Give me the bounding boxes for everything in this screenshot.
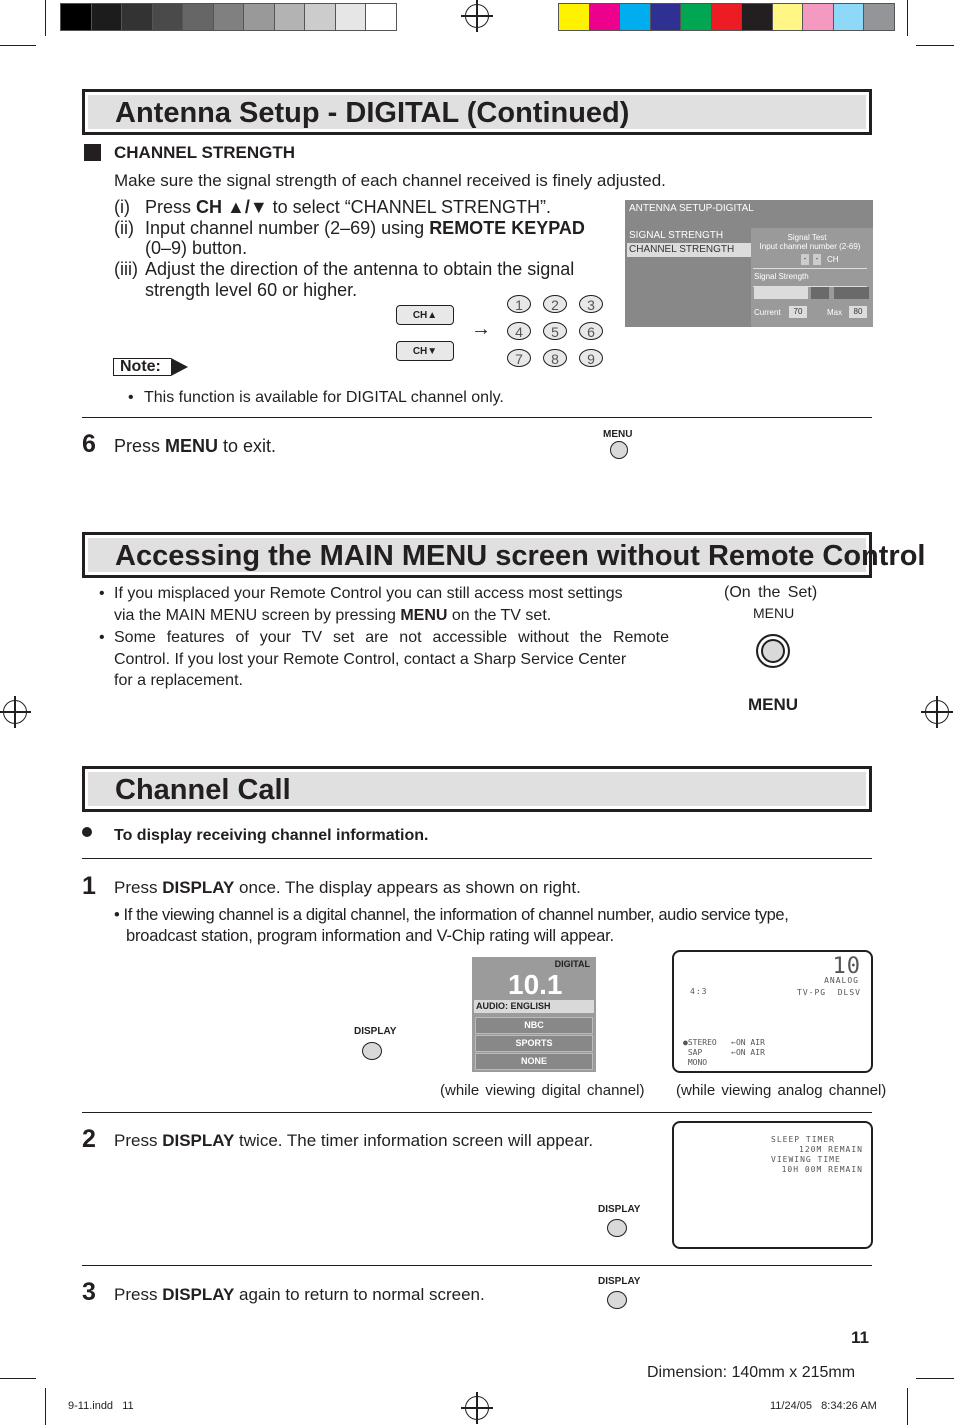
ch-down-button: CH▼ [396, 341, 454, 361]
osd-ch-label: CH [827, 255, 839, 264]
bullet: • [99, 585, 105, 602]
on-set-label: (On the Set) [724, 584, 818, 601]
display-button [607, 1291, 627, 1309]
keypad-key: 1 [507, 295, 531, 313]
color-swatch [680, 3, 712, 31]
color-swatch [711, 3, 743, 31]
keypad-key: 6 [579, 322, 603, 340]
color-swatch [274, 3, 306, 31]
osd-strength-label: Signal Strength [754, 272, 809, 281]
dimension-note: Dimension: 140mm x 215mm [647, 1364, 856, 1381]
audio-stereo: ●STEREO ←ON AIR [683, 1038, 765, 1047]
step3-text: Press DISPLAY again to return to normal screen. [114, 1285, 485, 1304]
step-i: (i) [114, 197, 130, 217]
display-button [607, 1219, 627, 1237]
display-button-label: DISPLAY [354, 1026, 397, 1037]
color-swatch [619, 3, 651, 31]
print-timestamp: 11/24/05 8:34:26 AM [770, 1400, 877, 1412]
osd-menu-channel-strength: CHANNEL STRENGTH [627, 243, 751, 257]
digital-channel-osd [472, 957, 596, 1072]
color-swatch [833, 3, 865, 31]
main-menu-bullet-2-end: for a replacement. [114, 672, 243, 689]
keypad-key: 7 [507, 349, 531, 367]
step2-text: Press DISPLAY twice. The timer information screen will appear. [114, 1131, 594, 1150]
step1-text: Press DISPLAY once. The display appears as shown on right. [114, 878, 581, 897]
file-slug: 9-11.indd 11 [68, 1400, 134, 1412]
antenna-setup-osd [625, 200, 873, 327]
note-tag: Note: [113, 358, 171, 376]
registration-mark-icon [3, 700, 27, 724]
step1-bullet-cont: broadcast station, program information and V-Chip rating will appear. [126, 927, 614, 945]
color-swatch [365, 3, 397, 31]
osd-signal-test-sub: Input channel number (2-69) [759, 242, 861, 251]
keypad-key: 5 [543, 322, 567, 340]
osd-divider [753, 268, 867, 269]
crop-mark [0, 1378, 36, 1379]
step-number: 3 [82, 1278, 96, 1306]
step1-bullet: • If the viewing channel is a digital channel, the information of channel number, audio service type, [114, 906, 789, 924]
analog-channel-number: 10 [832, 954, 861, 979]
osd-max-label: Max [827, 308, 843, 317]
antenna-setup-banner [82, 89, 872, 135]
crop-mark [916, 1378, 954, 1379]
section-title: Antenna Setup - DIGITAL (Continued) [115, 97, 630, 129]
step-number: 2 [82, 1125, 96, 1153]
color-swatch [802, 3, 834, 31]
registration-mark-icon [925, 700, 949, 724]
analog-aspect: 4:3 [690, 987, 708, 996]
main-menu-bullet-1: If you misplaced your Remote Control you can still access most settings [114, 585, 623, 602]
color-swatch [60, 3, 92, 31]
note-bullet: • [128, 389, 134, 406]
osd-strength-bar-mid [811, 287, 829, 299]
timer-screen [672, 1121, 873, 1249]
channel-call-banner [82, 766, 872, 812]
osd-title: ANTENNA SETUP-DIGITAL [629, 203, 754, 214]
osd-signal-test-panel [751, 228, 873, 327]
digital-channel-number: 10.1 [508, 969, 563, 1000]
divider [82, 1112, 872, 1113]
round-bullet-icon [82, 827, 92, 837]
crop-mark [0, 45, 36, 46]
color-swatch [243, 3, 275, 31]
section-title: Channel Call [115, 774, 291, 806]
crop-mark [45, 1388, 46, 1425]
analog-caption: (while viewing analog channel) [676, 1082, 887, 1099]
osd-strength-bar-current [754, 287, 808, 299]
keypad-key: 8 [543, 349, 567, 367]
main-menu-banner [82, 532, 926, 578]
keypad-key: 2 [543, 295, 567, 313]
crop-mark [916, 45, 954, 46]
crop-mark [45, 0, 46, 36]
crop-mark [907, 1388, 908, 1425]
menu-button [610, 441, 628, 459]
color-swatch [558, 3, 590, 31]
display-button-label: DISPLAY [598, 1204, 641, 1215]
osd-max-value: 80 [849, 306, 867, 318]
analog-type: ANALOG [824, 976, 859, 985]
analog-rating: TV-PG DLSV [797, 988, 861, 997]
registration-mark-icon [465, 4, 489, 28]
divider [82, 1265, 872, 1266]
crop-mark [907, 0, 908, 36]
osd-current-label: Current [754, 308, 781, 317]
main-menu-bullet-2: Some features of your TV set are not accessible without the Remote [114, 629, 669, 646]
osd-signal-test-title: Signal Test [787, 233, 827, 242]
color-swatch [152, 3, 184, 31]
color-swatch [741, 3, 773, 31]
viewing-time-label: VIEWING TIME [771, 1155, 841, 1164]
viewing-time-value: 10H 00M REMAIN [781, 1165, 863, 1174]
note-text: This function is available for DIGITAL channel only. [144, 389, 504, 406]
digital-tag: DIGITAL [554, 959, 590, 969]
color-swatch [863, 3, 895, 31]
keypad-key: 3 [579, 295, 603, 313]
square-bullet-icon [84, 144, 101, 161]
sleep-timer-label: SLEEP TIMER [771, 1135, 835, 1144]
intro-text: Make sure the signal strength of each channel received is finely adjusted. [114, 171, 666, 190]
divider [82, 858, 872, 859]
osd-menu-signal-strength: SIGNAL STRENGTH [629, 230, 724, 241]
step-ii-text: Input channel number (2–69) using REMOTE KEYPAD [145, 218, 585, 238]
color-swatch [304, 3, 336, 31]
main-menu-bullet-2-cont: Control. If you lost your Remote Control, contact a Sharp Service Center [114, 651, 627, 668]
color-swatch [335, 3, 367, 31]
divider [82, 417, 872, 418]
osd-digit-box: - [801, 254, 809, 265]
audio-mono: MONO [683, 1058, 708, 1067]
step6-text: Press MENU to exit. [114, 436, 277, 456]
step-number: 6 [82, 430, 96, 458]
color-swatch [182, 3, 214, 31]
program-row: SPORTS [476, 1036, 592, 1051]
color-swatch [213, 3, 245, 31]
display-button [362, 1042, 382, 1060]
keypad-key: 4 [507, 322, 531, 340]
page-number: 11 [851, 1328, 869, 1347]
color-swatch [121, 3, 153, 31]
menu-large-label: MENU [748, 695, 799, 714]
rating-row: NONE [476, 1054, 592, 1069]
step-ii-text-cont: (0–9) button. [145, 238, 248, 258]
step-iii-text-cont: strength level 60 or higher. [145, 280, 358, 300]
sleep-timer-value: 120M REMAIN [799, 1145, 863, 1154]
step-ii: (ii) [114, 218, 134, 238]
registration-mark-icon [465, 1396, 489, 1420]
step-number: 1 [82, 872, 96, 900]
analog-channel-screen [672, 950, 873, 1073]
digital-caption: (while viewing digital channel) [440, 1082, 645, 1099]
note-arrow-icon [171, 358, 188, 376]
menu-small-label: MENU [753, 605, 795, 621]
step-iii-text: Adjust the direction of the antenna to obtain the signal [145, 259, 575, 279]
keypad-key: 9 [579, 349, 603, 367]
color-swatch [772, 3, 804, 31]
color-swatch [650, 3, 682, 31]
bullet: • [99, 629, 105, 646]
ch-up-button: CH▲ [396, 305, 454, 325]
audio-row: AUDIO: ENGLISH [474, 1000, 594, 1013]
osd-digit-box: - [813, 254, 821, 265]
osd-current-value: 70 [789, 306, 807, 318]
osd-strength-bar-max [834, 287, 869, 299]
main-menu-bullet-1-cont: via the MAIN MENU screen by pressing MENU on the TV set. [114, 607, 552, 624]
color-swatch [589, 3, 621, 31]
step-iii: (iii) [114, 259, 138, 279]
menu-button-label: MENU [603, 429, 633, 440]
channel-strength-heading: CHANNEL STRENGTH [114, 143, 296, 162]
channel-call-lead: To display receiving channel information. [114, 827, 429, 844]
step-i-text: Press CH ▲/▼ to select “CHANNEL STRENGTH”. [145, 197, 552, 217]
color-swatch [91, 3, 123, 31]
arrow-right-icon: → [471, 318, 491, 340]
audio-sap: SAP ←ON AIR [683, 1048, 765, 1057]
section-title: Accessing the MAIN MENU screen without Remote Control [115, 540, 926, 572]
station-row: NBC [476, 1018, 592, 1033]
display-button-label: DISPLAY [598, 1276, 641, 1287]
tv-menu-button [756, 634, 790, 668]
